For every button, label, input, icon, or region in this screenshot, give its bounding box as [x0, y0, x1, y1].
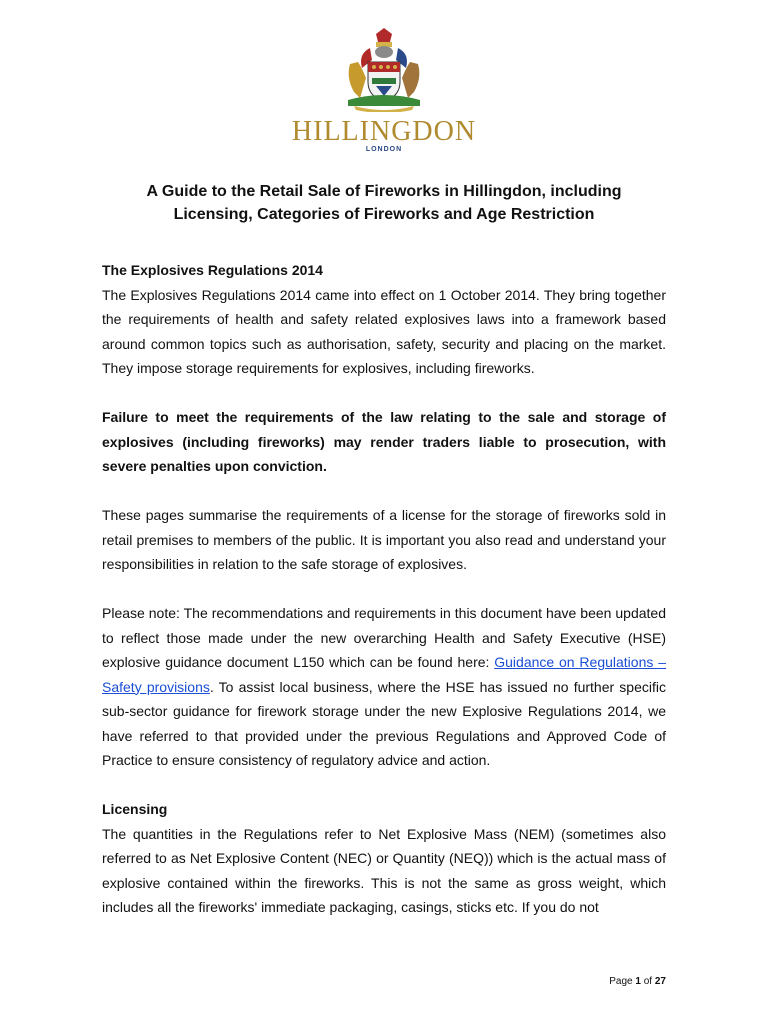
wordmark: HILLINGDON — [291, 116, 477, 147]
page-number — [560, 976, 666, 987]
page-word: Page — [609, 976, 633, 987]
total-pages: 27 — [654, 976, 666, 987]
paragraph-licensing: The quantities in the Regulations refer to Net Explosive Mass (NEM) (sometimes also referred to as Net Explosive Content (NEC) or Quantity (NEQ)) which is the actual mass of explosive contained within the fireworks. This is not the same as gross weight, which includes all the fireworks' immediate packaging, casings, sticks etc. If you do not — [102, 825, 666, 915]
note-text-pre: Please note: The recommendations and requirements in this document have been updated to reflect those made under the new overarching Health and Safety Executive (HSE) explosive guidance document L150 which can be found here: — [102, 605, 666, 670]
warning-paragraph: Failure to meet the requirements of the law relating to the sale and storage of explosives (including fireworks) may render traders liable to prosecution, with severe penalties upon conviction. — [102, 409, 666, 474]
title-line-1: A Guide to the Retail Sale of Fireworks in Hillingdon, including — [146, 183, 622, 200]
section-heading-regulations: The Explosives Regulations 2014 — [102, 262, 323, 278]
note-text-post: . To assist local business, where the HSE has issued no further specific sub-sector guidance for firework storage under the new Explosive Regulations 2014, we have referred to that provided under the previous Regulations and Approved Code of Practice to ensure consistency of regulatory advice and action. — [102, 678, 666, 768]
paragraph-regulations: The Explosives Regulations 2014 came into effect on 1 October 2014. They bring together the requirements of health and safety related explosives laws into a framework based around common topics such as authorisation, safety, security and placing on the market. They impose storage requirements for explosives, including fireworks. — [102, 286, 666, 376]
hillingdon-logo — [270, 28, 498, 156]
paragraph-summary: These pages summarise the requirements of a license for the storage of fireworks sold in retail premises to members of the public. It is important you also read and understand your responsibilities in relation to the safe storage of explosives. — [102, 507, 666, 572]
of-word: of — [643, 976, 653, 987]
current-page: 1 — [635, 976, 641, 987]
coat-of-arms-icon — [340, 28, 428, 112]
document-title — [102, 180, 666, 226]
title-line-2: Licensing, Categories of Fireworks and Age Restriction — [173, 206, 595, 223]
wordmark-subtitle: LONDON — [365, 146, 403, 153]
section-heading-licensing: Licensing — [102, 801, 168, 817]
document-body — [102, 258, 666, 920]
paragraph-note — [102, 601, 666, 773]
guidance-link[interactable]: Guidance on Regulations – Safety provisions — [102, 654, 666, 695]
